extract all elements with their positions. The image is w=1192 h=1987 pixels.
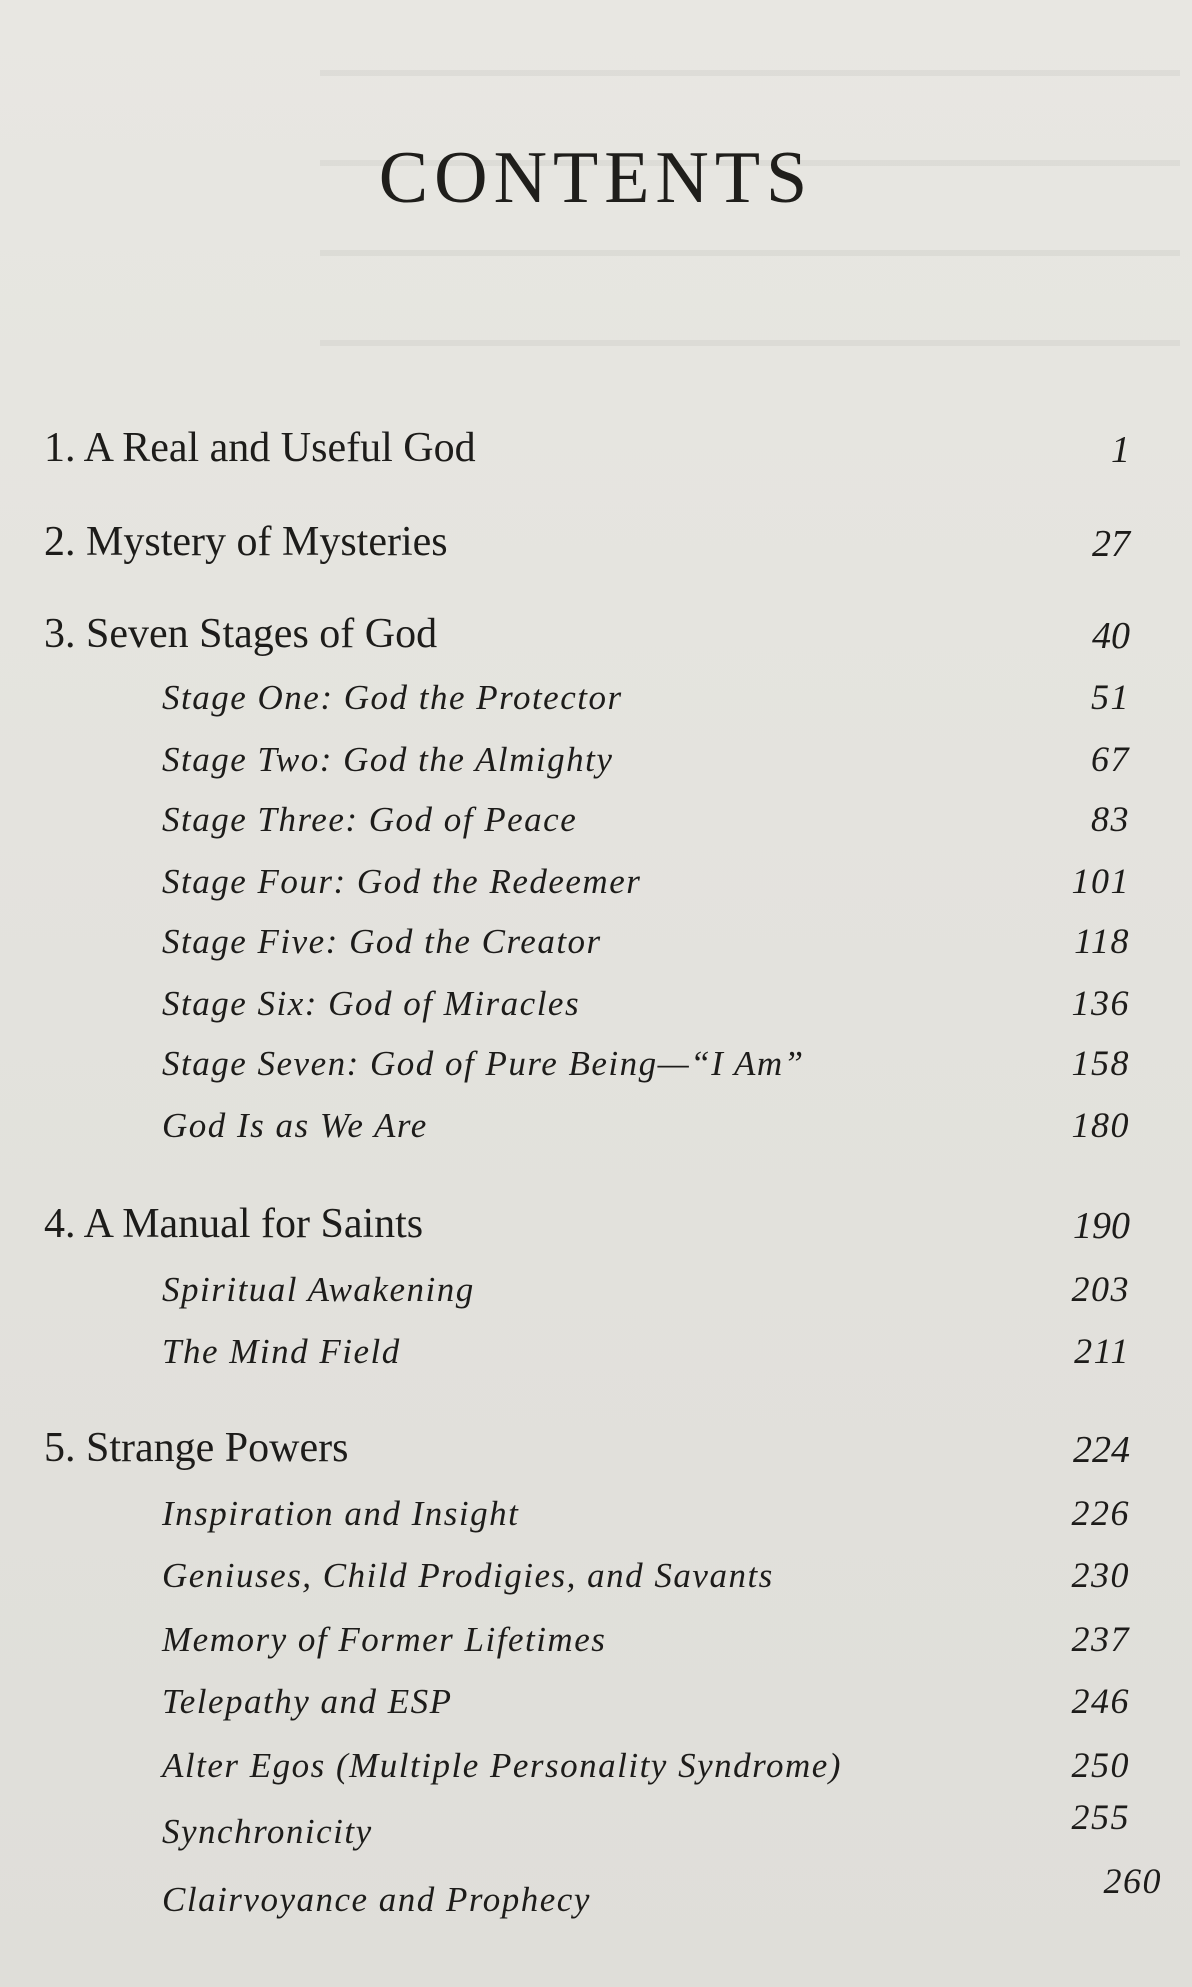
toc-entry-title: Memory of Former Lifetimes <box>162 1620 607 1659</box>
toc-entry-title: 3. Seven Stages of God <box>44 611 438 657</box>
toc-section <box>0 1102 1192 1158</box>
toc-page-number: 224 <box>1073 1429 1130 1471</box>
toc-chapter-2 <box>0 518 1192 574</box>
toc-page-number: 190 <box>1073 1205 1130 1247</box>
toc-entry-title: Stage Five: God the Creator <box>162 922 602 961</box>
toc-chapter-3 <box>0 610 1192 666</box>
toc-entry-title: Geniuses, Child Prodigies, and Savants <box>162 1556 774 1595</box>
toc-entry-title: God Is as We Are <box>162 1106 428 1145</box>
toc-section <box>0 1742 1192 1798</box>
toc-entry-title: Stage Four: God the Redeemer <box>162 862 642 901</box>
toc-entry-title: Inspiration and Insight <box>162 1494 520 1533</box>
toc-section <box>0 1797 1192 1864</box>
toc-page-number: 27 <box>1092 523 1130 565</box>
toc-entry-title: 4. A Manual for Saints <box>44 1201 424 1247</box>
toc-entry-title: 1. A Real and Useful God <box>44 425 476 471</box>
toc-page-number: 246 <box>1071 1681 1130 1721</box>
toc-page-number: 158 <box>1071 1043 1130 1083</box>
toc-section <box>0 736 1192 792</box>
toc-section <box>0 1616 1192 1672</box>
toc-chapter-1 <box>0 424 1192 480</box>
toc-page-number: 260 <box>1103 1861 1162 1901</box>
toc-section <box>0 674 1192 730</box>
toc-page-number: 40 <box>1092 615 1130 657</box>
toc-entry-title: 5. Strange Powers <box>44 1425 349 1471</box>
toc-chapter-4 <box>0 1200 1192 1256</box>
toc-page-number: 226 <box>1071 1493 1130 1533</box>
toc-chapter-5 <box>0 1424 1192 1480</box>
toc-page-number: 1 <box>1111 429 1130 471</box>
toc-page-number: 211 <box>1074 1331 1130 1371</box>
toc-section <box>0 1861 1192 1932</box>
toc-section <box>0 1490 1192 1546</box>
toc-page-number: 203 <box>1071 1269 1130 1309</box>
toc-page-number: 255 <box>1071 1797 1130 1837</box>
toc-page-number: 250 <box>1071 1745 1130 1785</box>
toc-section <box>0 1328 1192 1384</box>
toc-entry-title: Spiritual Awakening <box>162 1270 475 1309</box>
toc-entry-title: 2. Mystery of Mysteries <box>44 519 448 565</box>
toc-page-number: 101 <box>1071 861 1130 901</box>
toc-section <box>0 796 1192 852</box>
toc-page-number: 118 <box>1074 921 1130 961</box>
toc-entry-title: Stage Two: God the Almighty <box>162 740 614 779</box>
toc-entry-title: Stage Six: God of Miracles <box>162 984 581 1023</box>
page-title: CONTENTS <box>378 136 814 219</box>
toc-section <box>0 1040 1192 1096</box>
toc-section <box>0 1678 1192 1734</box>
toc-page-number: 230 <box>1071 1555 1130 1595</box>
toc-page-number: 83 <box>1091 799 1130 839</box>
toc-section <box>0 1552 1192 1608</box>
toc-section <box>0 918 1192 974</box>
toc-entry-title: Stage One: God the Protector <box>162 678 623 717</box>
toc-page-number: 180 <box>1071 1105 1130 1145</box>
toc-entry-title: Clairvoyance and Prophecy <box>162 1880 591 1919</box>
toc-entry-title: Stage Three: God of Peace <box>162 800 578 839</box>
toc-page-number: 136 <box>1071 983 1130 1023</box>
toc-page-number: 67 <box>1091 739 1130 779</box>
toc-entry-title: Alter Egos (Multiple Personality Syndrome) <box>162 1746 842 1785</box>
toc-section <box>0 980 1192 1036</box>
toc-section <box>0 858 1192 914</box>
toc-entry-title: Telepathy and ESP <box>162 1682 453 1721</box>
toc-page-number: 51 <box>1091 677 1130 717</box>
toc-entry-title: Synchronicity <box>162 1812 373 1851</box>
toc-section <box>0 1266 1192 1322</box>
toc-entry-title: The Mind Field <box>162 1332 401 1371</box>
toc-entry-title: Stage Seven: God of Pure Being—“I Am” <box>162 1044 805 1083</box>
toc-page-number: 237 <box>1071 1619 1130 1659</box>
